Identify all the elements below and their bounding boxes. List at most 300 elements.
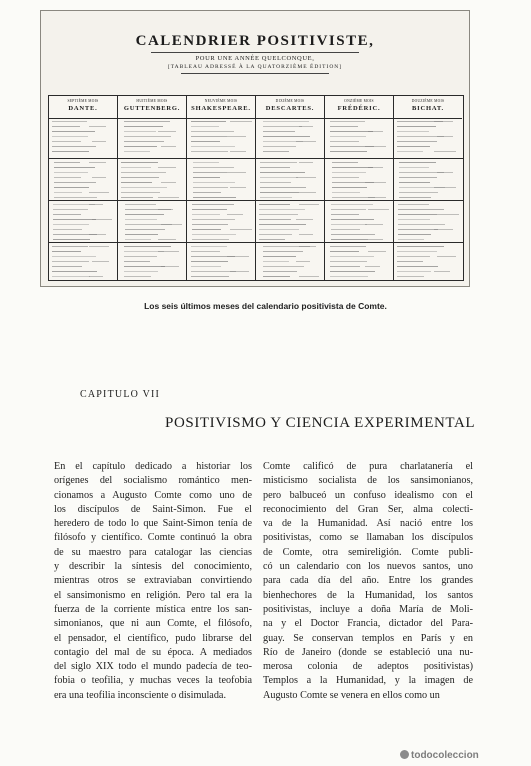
calendar-day-entry (191, 126, 219, 127)
calendar-day-entry (263, 126, 302, 127)
calendar-month-header (256, 96, 324, 119)
plate-rule-top (151, 52, 359, 53)
calendar-day-entry (230, 187, 246, 188)
calendar-day-entry (54, 192, 82, 193)
calendar-month-ordinal: NEUVIÈME MOIS (204, 99, 238, 103)
calendar-day-entry (191, 251, 220, 252)
calendar-day-entry (124, 266, 165, 267)
plate-note: [TABLEAU ADRESSÉ À LA QUATORZIÈME ÉDITION] (167, 64, 343, 70)
calendar-day-entry (397, 146, 430, 147)
calendar-day-entry (191, 261, 228, 262)
calendar-month-name: DANTE. (68, 105, 98, 112)
calendar-day-entry (434, 271, 450, 272)
calendar-day-entry (434, 121, 453, 122)
calendar-day-entry (125, 229, 165, 230)
text-line: positivistas, incluye a doña María de Moli- (263, 603, 473, 615)
calendar-day-entry (227, 172, 246, 173)
calendar-day-entry (368, 251, 386, 252)
calendar-day-entry (192, 234, 236, 235)
calendar-day-entry (52, 151, 89, 152)
calendar-day-entry (89, 276, 103, 277)
calendar-day-entry (330, 131, 373, 132)
calendar-day-entry (260, 182, 291, 183)
calendar-day-entry (399, 177, 437, 178)
calendar-day-entry (263, 136, 310, 137)
calendar-month-header (49, 96, 117, 119)
calendar-day-entry (192, 209, 227, 210)
calendar-day-entry (399, 192, 438, 193)
calendar-month-column (325, 96, 394, 280)
calendar-day-entry (397, 276, 424, 277)
calendar-month-column (118, 96, 187, 280)
calendar-day-entry (398, 224, 445, 225)
calendar-day-entry (260, 162, 297, 163)
text-line: En el capítulo dedicado a historiar los (54, 461, 252, 472)
calendar-day-entry (263, 146, 296, 147)
calendar-month-ordinal: HUITIÈME MOIS (136, 99, 168, 103)
calendar-day-entry (52, 131, 95, 132)
calendar-day-entry (124, 261, 150, 262)
calendar-day-entry (53, 214, 81, 215)
calendar-day-entry (54, 167, 95, 168)
calendar-day-entry (230, 151, 246, 152)
text-line: fobia o teofilia, y muchas veces la teofobia (54, 675, 252, 687)
calendar-day-entry (191, 276, 229, 277)
text-line: el pensador, el científico, pudo librarse del (54, 632, 252, 644)
calendar-day-entry (263, 131, 295, 132)
calendar-day-entry (158, 239, 176, 240)
text-line: va de la Humanidad. Así nació entre los (263, 518, 473, 530)
calendar-day-entry (92, 219, 112, 220)
text-line: bienhechores de la Humanidad, los santos (263, 589, 473, 601)
calendar-day-entry (121, 177, 159, 178)
chapter-heading: POSITIVISMO Y CIENCIA EXPERIMENTAL (165, 415, 476, 431)
body-column-left (54, 460, 252, 703)
text-line: Río de Janeiro (donde se estableció una nu- (263, 646, 473, 658)
calendar-day-entry (434, 187, 456, 188)
figure-caption: Los seis últimos meses del calendario positivista de Comte. (144, 301, 387, 311)
calendar-month-name: GUTTENBERG. (123, 105, 181, 112)
calendar-day-entry (260, 172, 305, 173)
calendar-month-header (394, 96, 462, 119)
calendar-day-entry (434, 229, 453, 230)
calendar-day-entry (331, 204, 373, 205)
calendar-day-entry (331, 239, 368, 240)
calendar-day-entry (299, 246, 316, 247)
calendar-day-entry (259, 224, 306, 225)
calendar-day-entry (54, 187, 89, 188)
calendar-day-entry (437, 214, 459, 215)
calendar-day-entry (158, 209, 173, 210)
calendar-day-entry (398, 204, 429, 205)
calendar-day-entry (398, 209, 444, 210)
calendar-day-entry (53, 239, 90, 240)
calendar-day-entry (158, 167, 176, 168)
calendar-day-entry (260, 197, 292, 198)
text-line: có un calendario con los nuevos santos, uno (263, 561, 473, 573)
calendar-day-entry (398, 219, 430, 220)
calendar-day-entry (52, 261, 89, 262)
calendar-day-entry (437, 136, 453, 137)
calendar-day-entry (332, 162, 358, 163)
calendar-day-entry (124, 126, 163, 127)
calendar-day-entry (191, 151, 228, 152)
calendar-day-entry (263, 251, 303, 252)
text-line: de Comte, otra semireligión. Comte publi- (263, 546, 473, 558)
calendar-day-entry (191, 246, 227, 247)
calendar-day-entry (399, 167, 429, 168)
calendar-day-entry (124, 256, 157, 257)
calendar-day-entry (397, 271, 431, 272)
calendar-day-entry (191, 141, 220, 142)
calendar-day-entry (397, 151, 423, 152)
text-line: y describir la síntesis del conocimiento, (54, 561, 252, 573)
calendar-day-entry (53, 224, 89, 225)
calendar-day-entry (368, 239, 383, 240)
calendar-day-entry (331, 214, 359, 215)
calendar-day-entry (368, 131, 383, 132)
text-line: Comte calificó de pura charlatanería el (263, 461, 473, 472)
calendar-day-entry (52, 121, 87, 122)
calendar-month-ordinal: SEPTIÈME MOIS (67, 99, 99, 103)
calendar-day-entry (397, 256, 430, 257)
calendar-day-entry (54, 182, 96, 183)
text-line: simonianos, que ni aun Comte, el filósofo, (54, 618, 252, 630)
calendar-day-entry (192, 224, 228, 225)
calendar-day-entry (331, 219, 374, 220)
calendar-day-entry (124, 151, 150, 152)
calendar-day-entry (54, 197, 97, 198)
calendar-day-entry (161, 146, 176, 147)
calendar-day-entry (193, 167, 234, 168)
calendar-day-entry (263, 256, 296, 257)
calendar-day-entry (259, 219, 291, 220)
calendar-day-entry (192, 219, 235, 220)
calendar-day-entry (263, 121, 309, 122)
calendar-day-entry (434, 151, 456, 152)
calendar-day-entry (398, 214, 437, 215)
calendar-day-entry (193, 187, 228, 188)
calendar-day-entry (52, 276, 90, 277)
calendar-day-entry (121, 192, 160, 193)
calendar-day-entry (191, 131, 234, 132)
calendar-day-entry (52, 136, 88, 137)
calendar-day-entry (53, 209, 88, 210)
text-line: orígenes del socialismo romántico men- (54, 475, 252, 487)
calendar-day-entry (125, 234, 158, 235)
calendar-day-entry (260, 192, 299, 193)
watermark (400, 750, 479, 761)
text-line: filósofo y científico. Comte continuó la obra (54, 532, 252, 544)
chapter-label: CAPITULO VII (80, 389, 161, 400)
calendar-month-ordinal: ONZIÈME MOIS (344, 99, 374, 103)
calendar-day-entry (89, 234, 106, 235)
calendar-day-entry (124, 271, 158, 272)
calendar-day-entry (299, 276, 319, 277)
text-line: heredero de todo lo que Saint-Simon tenía de (54, 518, 252, 530)
text-line: Templos a la Humanidad, y la imagen de (263, 675, 473, 687)
calendar-day-entry (330, 136, 366, 137)
calendar-day-entry (296, 261, 310, 262)
calendar-day-entry (259, 239, 285, 240)
calendar-month-column (256, 96, 325, 280)
calendar-day-entry (193, 197, 236, 198)
calendar-week-rule (49, 200, 463, 201)
calendar-day-entry (124, 246, 171, 247)
calendar-day-entry (161, 224, 182, 225)
calendar-table (48, 95, 464, 281)
calendar-day-entry (161, 266, 179, 267)
calendar-day-entry (89, 192, 109, 193)
calendar-day-entry (52, 126, 80, 127)
calendar-day-entry (230, 229, 252, 230)
calendar-day-entry (259, 234, 292, 235)
text-line: contagio del mal de su época. A mediados (54, 646, 252, 658)
calendar-day-entry (299, 162, 313, 163)
calendar-day-entry (125, 239, 151, 240)
calendar-day-entry (52, 251, 81, 252)
calendar-day-entry (52, 146, 96, 147)
calendar-day-entry (192, 204, 234, 205)
calendar-day-entry (260, 177, 298, 178)
calendar-day-entry (230, 121, 252, 122)
calendar-day-entry (331, 224, 367, 225)
calendar-day-entry (437, 172, 453, 173)
calendar-day-entry (399, 162, 436, 163)
text-line: del siglo XIX todo el mundo padecía de teo- (54, 661, 252, 673)
calendar-month-header (325, 96, 393, 119)
text-line: los discípulos de Saint-Simon. Fue el (54, 503, 252, 515)
calendar-day-entry (89, 126, 106, 127)
calendar-day-entry (299, 234, 313, 235)
calendar-day-entry (299, 192, 316, 193)
calendar-month-column (394, 96, 462, 280)
calendar-day-entry (227, 136, 246, 137)
calendar-day-entry (193, 177, 220, 178)
calendar-day-entry (330, 251, 359, 252)
calendar-day-entry (191, 136, 227, 137)
calendar-day-entry (53, 219, 96, 220)
calendar-day-entry (299, 126, 313, 127)
calendar-day-entry (121, 162, 158, 163)
calendar-day-entry (52, 256, 96, 257)
calendar-day-entry (296, 141, 316, 142)
calendar-day-entry (398, 234, 431, 235)
calendar-day-entry (124, 141, 164, 142)
calendar-day-entry (121, 187, 167, 188)
text-line: de su maestro para catalogar las ciencias (54, 546, 252, 558)
calendar-day-entry (332, 172, 366, 173)
calendar-day-entry (330, 151, 367, 152)
calendar-day-entry (398, 239, 424, 240)
calendar-day-entry (330, 271, 375, 272)
calendar-month-name: DESCARTES. (265, 105, 315, 112)
calendar-day-entry (365, 224, 383, 225)
calendar-day-entry (192, 239, 229, 240)
calendar-day-entry (296, 177, 316, 178)
calendar-day-entry (54, 177, 81, 178)
calendar-day-entry (397, 131, 429, 132)
calendar-month-column (187, 96, 256, 280)
calendar-day-entry (263, 151, 289, 152)
calendar-day-entry (259, 229, 299, 230)
calendar-day-entry (52, 141, 81, 142)
calendar-day-entry (260, 167, 290, 168)
calendar-day-entry (125, 214, 164, 215)
calendar-day-entry (124, 121, 170, 122)
calendar-day-entry (299, 204, 319, 205)
calendar-month-name: SHAKESPEARE. (191, 105, 251, 112)
calendar-day-entry (330, 246, 366, 247)
calendar-day-entry (158, 197, 179, 198)
calendar-day-entry (121, 182, 152, 183)
calendar-plate (40, 10, 470, 287)
calendar-week-rule (49, 242, 463, 243)
calendar-month-column (49, 96, 118, 280)
calendar-month-header (187, 96, 255, 119)
calendar-day-entry (52, 271, 97, 272)
calendar-day-entry (365, 146, 386, 147)
calendar-day-entry (259, 204, 290, 205)
calendar-day-entry (124, 276, 151, 277)
plate-subtitle: POUR UNE ANNÉE QUELCONQUE, (195, 55, 315, 62)
calendar-day-entry (92, 141, 106, 142)
calendar-day-entry (331, 209, 366, 210)
calendar-day-entry (227, 256, 249, 257)
calendar-month-ordinal: DIXIÈME MOIS (275, 99, 305, 103)
text-line: era una teofilia inconsciente o disimulada. (54, 689, 226, 701)
body-column-right (263, 460, 473, 703)
calendar-day-entry (399, 197, 431, 198)
calendar-day-entry (161, 182, 176, 183)
calendar-month-ordinal: DOUZIÈME MOIS (411, 99, 445, 103)
calendar-day-entry (263, 276, 290, 277)
calendar-day-entry (263, 261, 289, 262)
text-line: misticismo socialista de los sansimonianos, (263, 475, 473, 487)
calendar-day-entry (191, 266, 221, 267)
calendar-day-entry (192, 229, 221, 230)
calendar-day-entry (230, 271, 249, 272)
calendar-day-entry (158, 131, 176, 132)
calendar-day-entry (192, 214, 220, 215)
calendar-month-name: BICHAT. (412, 105, 444, 112)
calendar-day-entry (397, 251, 437, 252)
calendar-day-entry (121, 172, 166, 173)
text-line: el sansimonismo en religión. Pero tal era la (54, 589, 252, 601)
calendar-day-entry (54, 172, 88, 173)
calendar-day-entry (89, 204, 103, 205)
watermark-icon (400, 750, 409, 759)
calendar-day-entry (124, 146, 157, 147)
calendar-day-entry (92, 177, 106, 178)
calendar-day-entry (263, 266, 304, 267)
calendar-day-entry (259, 209, 305, 210)
calendar-day-entry (193, 162, 219, 163)
calendar-month-header (118, 96, 186, 119)
text-line: cionamos a Augusto Comte como uno de (54, 489, 252, 501)
calendar-day-entry (330, 261, 367, 262)
text-line: para cada día del año. Entre los grandes (263, 575, 473, 587)
calendar-day-entry (397, 246, 444, 247)
calendar-day-entry (89, 162, 106, 163)
calendar-day-entry (397, 126, 436, 127)
calendar-day-entry (331, 234, 375, 235)
calendar-day-entry (398, 229, 438, 230)
calendar-day-entry (397, 141, 437, 142)
calendar-day-entry (397, 261, 423, 262)
calendar-day-entry (330, 266, 360, 267)
text-line: fuerza de la corriente mística entre los san- (54, 603, 252, 615)
text-line: positivistas, como se llamaban los discípulos (263, 532, 473, 544)
calendar-day-entry (332, 167, 373, 168)
calendar-day-entry (263, 271, 297, 272)
calendar-day-entry (260, 187, 306, 188)
calendar-day-entry (332, 192, 360, 193)
calendar-day-entry (330, 126, 358, 127)
calendar-day-entry (332, 177, 359, 178)
calendar-day-entry (330, 141, 359, 142)
calendar-day-entry (399, 182, 430, 183)
calendar-day-entry (52, 246, 88, 247)
text-line: guay. Se conservan templos en París y en (263, 632, 473, 644)
text-line: Augusto Comte se venera en ellos como un (263, 689, 440, 701)
plate-rule-bottom (181, 73, 329, 74)
calendar-day-entry (193, 192, 221, 193)
calendar-day-entry (92, 261, 109, 262)
calendar-day-entry (227, 214, 243, 215)
plate-title: CALENDRIER POSITIVISTE, (135, 33, 375, 49)
watermark-text: todocoleccion (411, 750, 479, 761)
calendar-day-entry (259, 214, 298, 215)
calendar-day-entry (52, 266, 82, 267)
calendar-day-entry (397, 266, 438, 267)
text-line: reconocimiento del Gran Ser, alma colecti- (263, 503, 473, 515)
calendar-day-entry (193, 172, 227, 173)
calendar-day-entry (330, 276, 368, 277)
calendar-day-entry (121, 167, 151, 168)
calendar-day-entry (330, 121, 365, 122)
calendar-day-entry (331, 229, 360, 230)
text-line: mientras otros se extraviaban convirtiendo (54, 575, 252, 587)
calendar-day-entry (125, 204, 156, 205)
calendar-day-entry (191, 146, 235, 147)
calendar-day-entry (365, 266, 380, 267)
calendar-day-entry (193, 182, 235, 183)
calendar-day-entry (332, 187, 367, 188)
calendar-day-entry (330, 256, 374, 257)
calendar-week-rule (49, 158, 463, 159)
calendar-day-entry (54, 162, 80, 163)
calendar-day-entry (121, 197, 153, 198)
calendar-day-entry (296, 219, 313, 220)
calendar-day-entry (125, 219, 157, 220)
calendar-day-entry (368, 167, 383, 168)
text-line: na y el Doctor Francia, dictador del Para- (263, 618, 473, 630)
calendar-day-entry (191, 121, 226, 122)
calendar-month-name: FRÉDÉRIC. (337, 105, 381, 112)
text-line: merosa colonia de adeptos positivistas) (263, 661, 473, 673)
calendar-day-entry (368, 197, 386, 198)
calendar-day-entry (437, 256, 456, 257)
text-line: pero balbuceó un confuso idealismo con el (263, 489, 473, 501)
calendar-day-entry (365, 182, 386, 183)
calendar-day-entry (124, 136, 171, 137)
calendar-day-entry (124, 131, 156, 132)
calendar-day-entry (368, 209, 389, 210)
calendar-day-entry (158, 251, 179, 252)
calendar-day-entry (89, 246, 109, 247)
calendar-day-entry (53, 229, 82, 230)
